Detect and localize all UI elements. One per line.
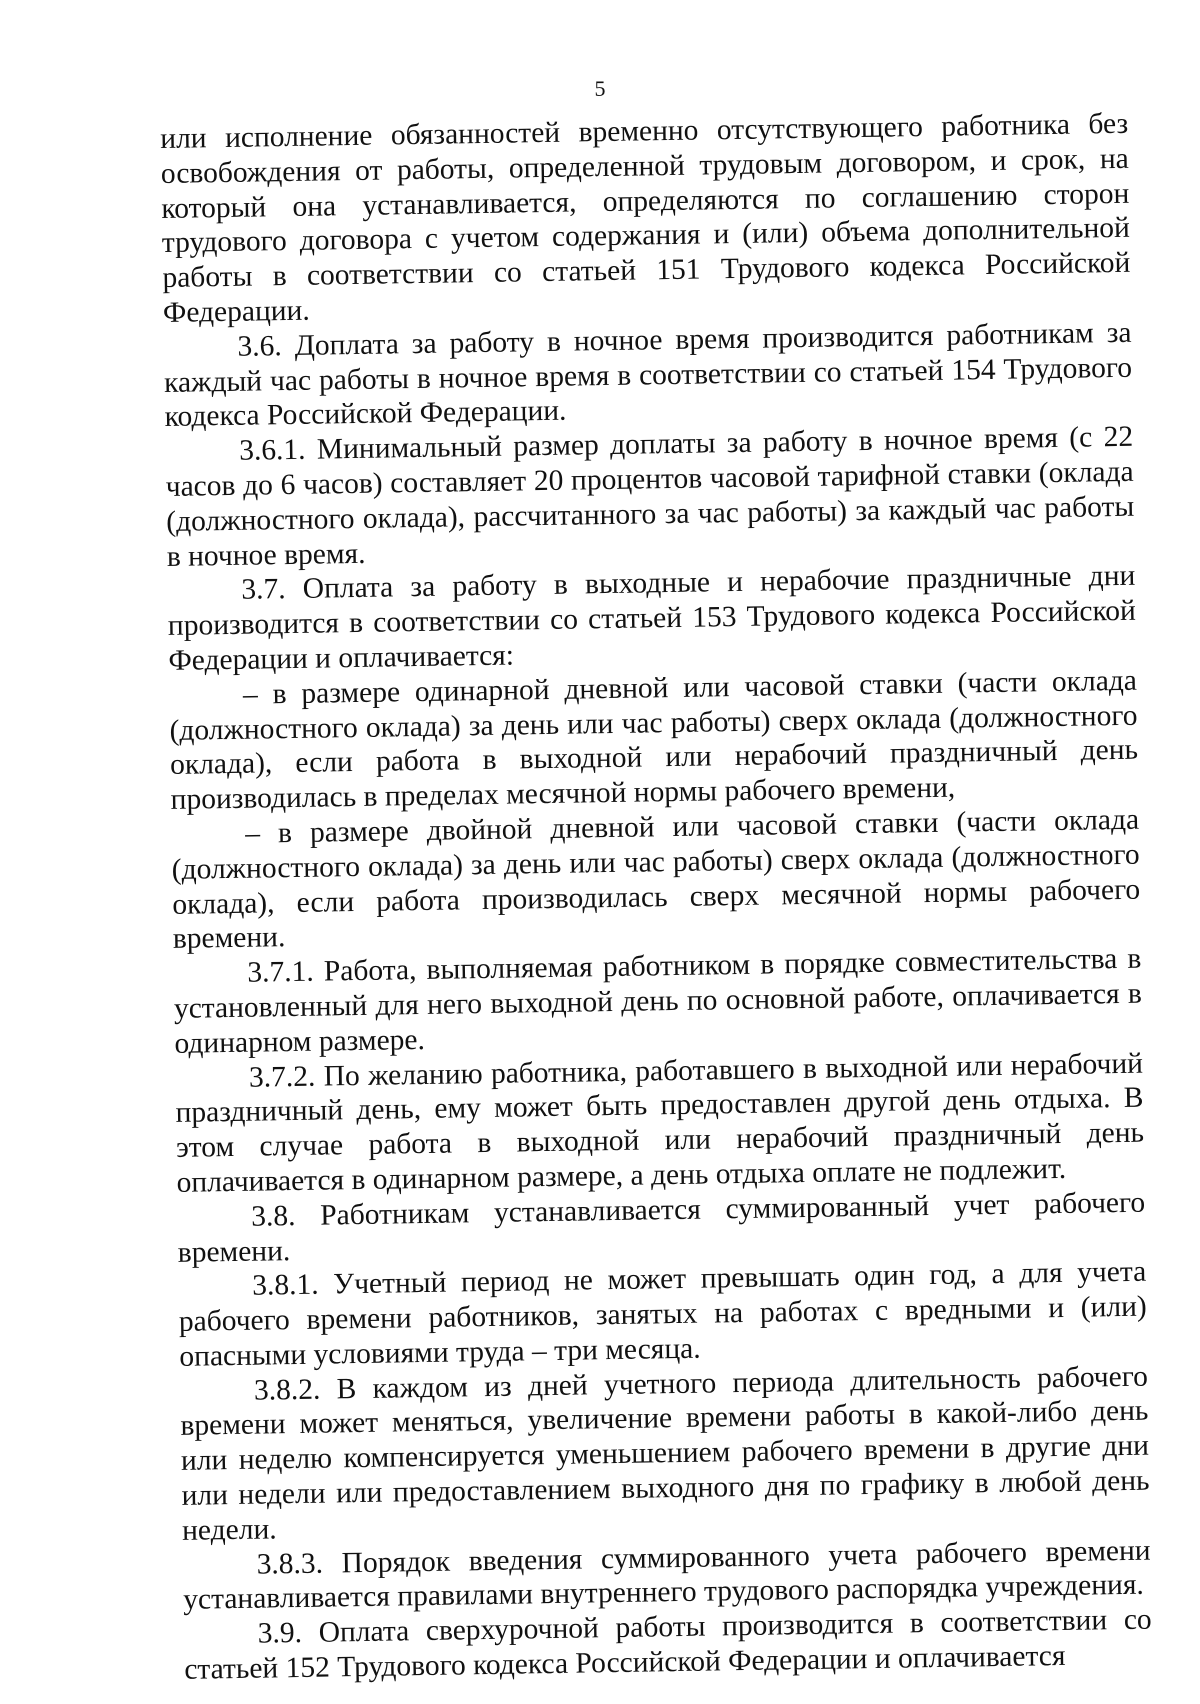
paragraph-continuation: или исполнение обязанностей временно отсутствующего работника без освобождения от работы, определенной трудовым договором, и срок, на который она устанавливается, определяются по соглашению сторон трудового договора с учетом содержания и (или) объема дополнительной работы в соответствии со статьей 151 Трудового кодекса Российской Федерации. [160,107,1131,329]
paragraph-3-9: 3.9. Оплата сверхурочной работы производится в соответствии со статьей 152 Трудового кодекса Российской Федерации и оплачивается [184,1603,1152,1686]
paragraph-3-6-1: 3.6.1. Минимальный размер доплаты за работу в ночное время (с 22 часов до 6 часов) составляет 20 процентов часовой тарифной ставки (оклада (должностного оклада), рассчитанного за час работы) за каждый час работы в ночное время. [165,420,1135,573]
document-body [160,107,1152,1688]
paragraph-3-8-1: 3.8.1. Учетный период не может превышать один год, а для учета рабочего времени работников, занятых на работах с вредными и (или) опасными условиями труда – три месяца. [178,1255,1147,1373]
paragraph-3-7-2: 3.7.2. По желанию работника, работавшего в выходной или нерабочий праздничный день, ему может быть предоставлен другой день отдыха. В этом случае работа в выходной или нерабочий праздничный день оплачивается в одинарном размере, а день отдыха оплате не подлежит. [175,1047,1145,1199]
paragraph-3-6: 3.6. Доплата за работу в ночное время производится работникам за каждый час работы в ночное время в соответствии со статьей 154 Трудового кодекса Российской Федерации. [163,316,1133,434]
page-number: 5 [594,76,606,101]
paragraph-3-7-1: 3.7.1. Работа, выполняемая работником в порядке совместительства в установленный для него выходной день по основной работе, оплачивается в одинарном размере. [173,942,1143,1060]
paragraph-3-8-3: 3.8.3. Порядок введения суммированного учета рабочего времени устанавливается правилами внутреннего трудового распорядка учреждения. [182,1534,1151,1617]
paragraph-3-8: 3.8. Работникам устанавливается суммированный учет рабочего времени. [177,1186,1146,1269]
paragraph-3-7: 3.7. Оплата за работу в выходные и нерабочие праздничные дни производится в соответствии со статьей 153 Трудового кодекса Российской Федерации и оплачивается: [167,560,1137,677]
paragraph-3-8-2: 3.8.2. В каждом из дней учетного периода длительность рабочего времени может меняться, увеличение времени работы в какой-либо день или неделю компенсируется уменьшением рабочего времени в другие дни или недели или предоставлением выходного дня по графику в любой день недели. [180,1360,1150,1547]
list-item-single-rate: – в размере одинарной дневной или часовой ставки (части оклада (должностного оклада) за день или час работы) сверх оклада (должностного оклада), если работа в выходной или нерабочий праздничный день производилась в пределах месячной нормы рабочего времени, [169,664,1139,817]
list-item-double-rate: – в размере двойной дневной или часовой ставки (части оклада (должностного оклада) за день или час работы) сверх оклада (должностного оклада), если работа производилась сверх месячной нормы рабочего времени. [171,803,1141,956]
